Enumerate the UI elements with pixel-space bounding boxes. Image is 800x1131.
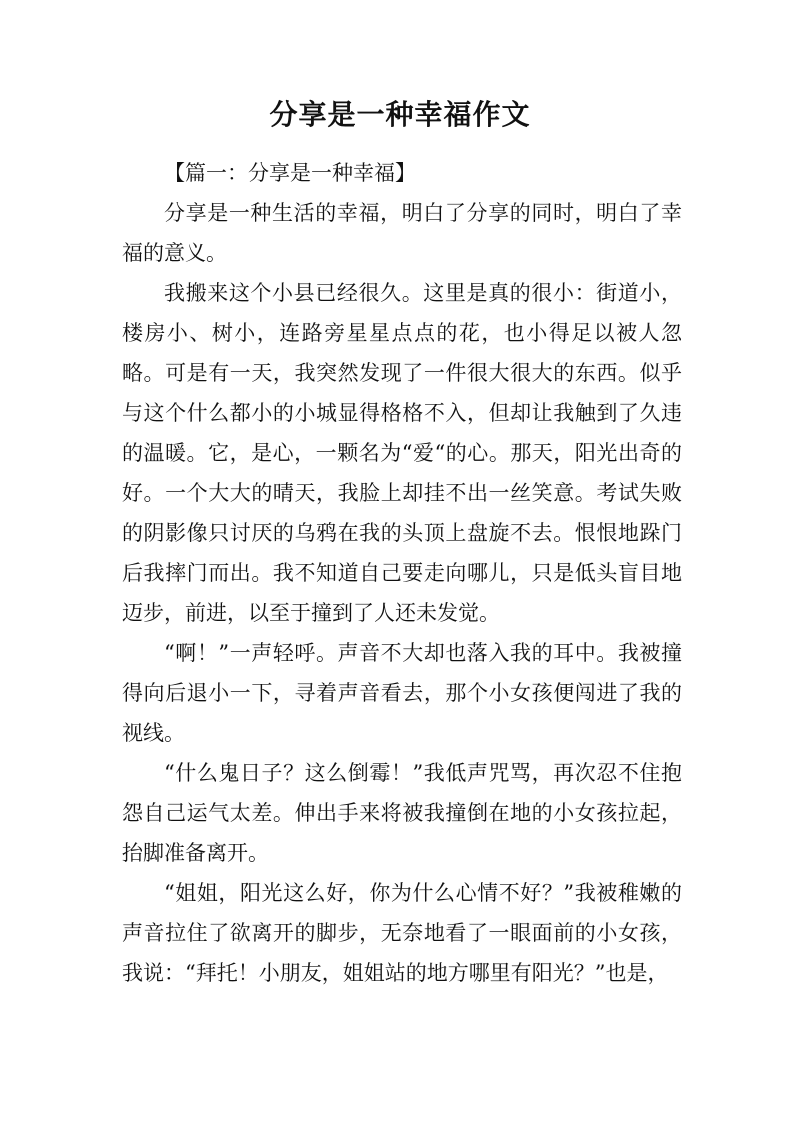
paragraph-4: “什么鬼日子？这么倒霉！”我低声咒骂，再次忍不住抱怨自己运气太差。伸出手来将被我撞倒在地的小女孩拉起，抬脚准备离开。 bbox=[122, 761, 682, 865]
paragraph-1: 分享是一种生活的幸福，明白了分享的同时，明白了幸福的意义。 bbox=[122, 201, 682, 265]
paragraph-3: “啊！”一声轻呼。声音不大却也落入我的耳中。我被撞得向后退小一下，寻着声音看去，那个小女孩便闯进了我的视线。 bbox=[122, 641, 682, 745]
paragraph-5: “姐姐，阳光这么好，你为什么心情不好？”我被稚嫩的声音拉住了欲离开的脚步，无奈地看了一眼面前的小女孩，我说：“拜托！小朋友，姐姐站的地方哪里有阳光？”也是， bbox=[122, 881, 682, 985]
document-body bbox=[122, 153, 682, 993]
section-heading: 【篇一：分享是一种幸福】 bbox=[164, 161, 416, 185]
paragraph-2: 我搬来这个小县已经很久。这里是真的很小：街道小，楼房小、树小，连路旁星星点点的花，也小得足以被人忽略。可是有一天，我突然发现了一件很大很大的东西。似乎与这个什么都小的小城显得格格不入，但却让我触到了久违的温暖。它，是心，一颗名为“爱“的心。那天，阳光出奇的好。一个大大的晴天，我脸上却挂不出一丝笑意。考试失败的阴影像只讨厌的乌鸦在我的头顶上盘旋不去。恨恨地跺门后我摔门而出。我不知道自己要走向哪儿，只是低头盲目地迈步，前进，以至于撞到了人还未发觉。 bbox=[122, 281, 682, 625]
document-title: 分享是一种幸福作文 bbox=[269, 98, 531, 131]
